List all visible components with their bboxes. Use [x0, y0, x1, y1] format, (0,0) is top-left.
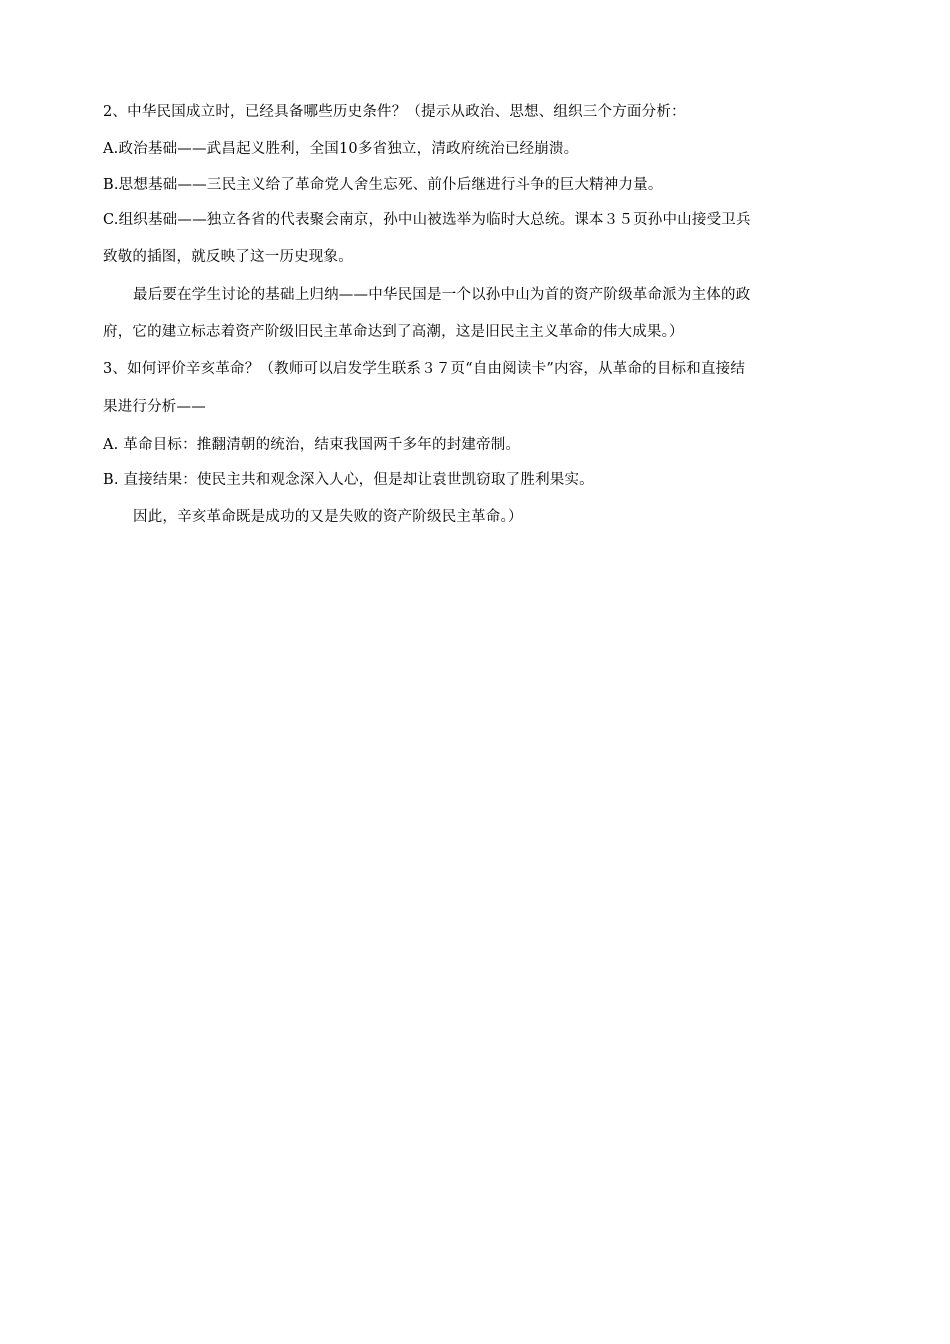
answer-b-ideological-line: B.思想基础——三民主义给了革命党人舍生忘死、前仆后继进行斗争的巨大精神力量。: [103, 177, 663, 193]
answer-c-continuation-line: 致敬的插图，就反映了这一历史现象。: [103, 249, 353, 265]
question-3-continuation-line: 果进行分析——: [103, 399, 206, 415]
summary-paragraph-line-2: 府，它的建立标志着资产阶级旧民主革命达到了高潮，这是旧民主主义革命的伟大成果。）: [103, 324, 684, 340]
summary-paragraph-line-1: 最后要在学生讨论的基础上归纳——中华民国是一个以孙中山为首的资产阶级革命派为主体的政: [133, 287, 751, 303]
conclusion-line: 因此，辛亥革命既是成功的又是失败的资产阶级民主革命。）: [133, 509, 523, 525]
answer-a-political-line: A.政治基础——武昌起义胜利，全国10多省独立，清政府统治已经崩溃。: [103, 141, 579, 157]
answer-c-organizational-line: C.组织基础——独立各省的代表聚会南京，孙中山被选举为临时大总统。课本３５页孙中山接受卫兵: [103, 212, 751, 228]
question-3-line: 3、如何评价辛亥革命？（教师可以启发学生联系３７页“自由阅读卡”内容，从革命的目标和直接结: [103, 361, 746, 377]
answer-b-result-line: B. 直接结果：使民主共和观念深入人心，但是却让袁世凯窃取了胜利果实。: [103, 472, 594, 488]
answer-a-goal-line: A. 革命目标：推翻清朝的统治，结束我国两千多年的封建帝制。: [103, 437, 521, 453]
question-2-line: 2、中华民国成立时，已经具备哪些历史条件？（提示从政治、思想、组织三个方面分析：: [103, 104, 686, 120]
